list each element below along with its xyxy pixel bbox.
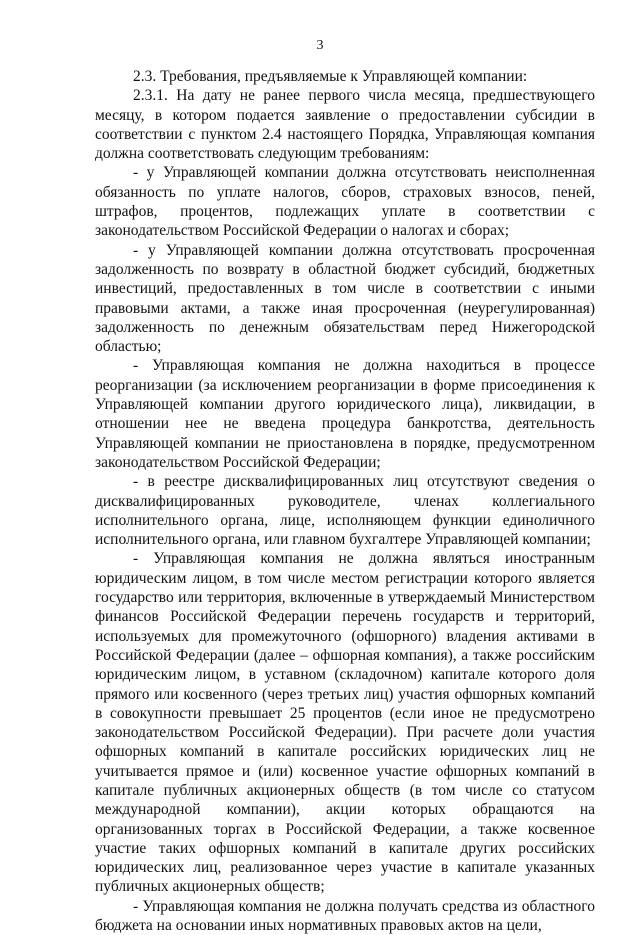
requirement-item-offshore: - Управляющая компания не должна являться иностранным юридическим лицом, в том числе местом регистрации которого является государство или территория, включенные в утверждаемый Министерством финансов Российской Федерации перечень государств и территорий, используемых для промежуточного (офшорного) владения активами в Российской Федерации (далее – офшорная компания), а также российским юридическим лицом, в уставном (складочном) капитале которого доля прямого или косвенного (через третьих лиц) участия офшорных компаний в совокупности превышает 25 процентов (если иное не предусмотрено законодательством Российской Федерации). При расчете доли участия офшорных компаний в капитале российских юридических лиц не учитывается прямое и (или) косвенное участие офшорных компаний в капитале публичных акционерных обществ (в том числе со статусом международной компании), акции которых обращаются на организованных торгах в Российской Федерации, а также косвенное участие таких офшорных компаний в капитале других российских юридических лиц, реализованное через участие в капитале указанных публичных акционерных обществ; — [95, 550, 595, 896]
requirement-item-debt: - у Управляющей компании должна отсутствовать просроченная задолженность по возврату в областной бюджет субсидий, бюджетных инвестиций, предоставленных в том числе в соответствии с иными правовыми актами, а также иная просроченная (неурегулированная) задолженность по денежным обязательствам перед Нижегородской областью; — [95, 241, 595, 356]
page-number: 3 — [316, 38, 324, 53]
requirement-item-disqualified: - в реестре дисквалифицированных лиц отсутствуют сведения о дисквалифицированных руководителе, членах коллегиального исполнительного органа, лице, исполняющем функции единоличного исполнительного органа, или главном бухгалтере Управляющей компании; — [95, 473, 595, 549]
requirement-item-other-funds: - Управляющая компания не должна получать средства из областного бюджета на основании иных нормативных правовых актов на цели, — [95, 897, 595, 935]
requirement-item-reorganization: - Управляющая компания не должна находиться в процессе реорганизации (за исключением реорганизации в форме присоединения к Управляющей компании другого юридического лица), ликвидации, в отношении нее не введена процедура банкротства, деятельность Управляющей компании не приостановлена в порядке, предусмотренном законодательством Российской Федерации; — [95, 357, 595, 471]
section-heading: 2.3. Требования, предъявляемые к Управляющей компании: — [133, 68, 528, 85]
requirement-item-taxes: - у Управляющей компании должна отсутствовать неисполненная обязанность по уплате налогов, сборов, страховых взносов, пеней, штрафов, процентов, подлежащих уплате в соответствии с законодательством Российской Федерации о налогах и сборах; — [95, 164, 595, 240]
document-body — [95, 67, 595, 935]
paragraph-2-3-1: 2.3.1. На дату не ранее первого числа месяца, предшествующего месяцу, в котором подается заявление о предоставлении субсидии в соответствии с пунктом 2.4 настоящего Порядка, Управляющая компания должна соответствовать следующим требованиям: — [95, 87, 595, 163]
